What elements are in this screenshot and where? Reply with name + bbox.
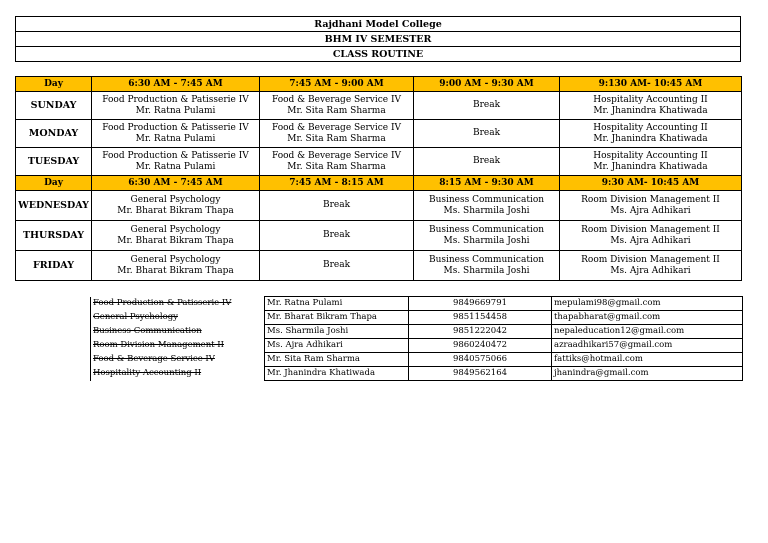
routine-table (15, 76, 742, 281)
day-label: MONDAY (16, 120, 92, 148)
class-cell: Business Communication Ms. Sharmila Joshi (414, 221, 560, 251)
routine-title: CLASS ROUTINE (16, 47, 741, 62)
contact-subject: General Psychology (91, 311, 265, 325)
class-cell: Hospitality Accounting II Mr. Jhanindra Khatiwada (560, 120, 742, 148)
class-cell: Food Production & Patisserie IV Mr. Ratna Pulami (92, 92, 260, 120)
header-slot-4: 9:130 AM- 10:45 AM (560, 77, 742, 92)
class-cell: Food Production & Patisserie IV Mr. Ratna Pulami (92, 120, 260, 148)
contact-subject: Food & Beverage Service IV (91, 353, 265, 367)
break-cell: Break (260, 221, 414, 251)
class-cell: Hospitality Accounting II Mr. Jhanindra Khatiwada (560, 148, 742, 176)
header-day: Day (16, 77, 92, 92)
routine-row-tuesday (16, 148, 742, 176)
header-day: Day (16, 176, 92, 191)
routine-row-wednesday (16, 191, 742, 221)
day-label: WEDNESDAY (16, 191, 92, 221)
contact-subject: Business Communication (91, 325, 265, 339)
header-slot-3: 9:00 AM - 9:30 AM (414, 77, 560, 92)
semester-title: BHM IV SEMESTER (16, 32, 741, 47)
class-cell: Food & Beverage Service IV Mr. Sita Ram Sharma (260, 148, 414, 176)
day-label: FRIDAY (16, 251, 92, 281)
break-cell: Break (414, 92, 560, 120)
class-cell: Room Division Management II Ms. Ajra Adhikari (560, 221, 742, 251)
contact-subject: Food Production & Patisserie IV (91, 297, 265, 311)
routine-row-sunday (16, 92, 742, 120)
contact-teacher: Mr. Bharat Bikram Thapa (265, 311, 409, 325)
header-slot-2: 7:45 AM - 8:15 AM (260, 176, 414, 191)
contact-phone: 9849669791 (409, 297, 552, 311)
contact-email: fattiks@hotmail.com (552, 353, 743, 367)
contact-row (91, 311, 743, 325)
class-cell: General Psychology Mr. Bharat Bikram Thapa (92, 251, 260, 281)
routine-header-row-1 (16, 77, 742, 92)
class-cell: Business Communication Ms. Sharmila Joshi (414, 251, 560, 281)
contact-email: thapabharat@gmail.com (552, 311, 743, 325)
class-cell: Food Production & Patisserie IV Mr. Ratna Pulami (92, 148, 260, 176)
day-label: SUNDAY (16, 92, 92, 120)
class-cell: Food & Beverage Service IV Mr. Sita Ram Sharma (260, 92, 414, 120)
break-cell: Break (260, 191, 414, 221)
break-cell: Break (260, 251, 414, 281)
contact-teacher: Ms. Sharmila Joshi (265, 325, 409, 339)
day-label: THURSDAY (16, 221, 92, 251)
routine-row-friday (16, 251, 742, 281)
contact-subject: Room Division Management II (91, 339, 265, 353)
contact-phone: 9849562164 (409, 367, 552, 381)
contact-email: azraadhikari57@gmail.com (552, 339, 743, 353)
class-cell: Business Communication Ms. Sharmila Joshi (414, 191, 560, 221)
contact-teacher: Mr. Ratna Pulami (265, 297, 409, 311)
contacts-table (90, 296, 743, 381)
contact-email: mepulami98@gmail.com (552, 297, 743, 311)
break-cell: Break (414, 120, 560, 148)
class-cell: Room Division Management II Ms. Ajra Adhikari (560, 191, 742, 221)
header-slot-4: 9:30 AM- 10:45 AM (560, 176, 742, 191)
routine-row-thursday (16, 221, 742, 251)
header-table (15, 16, 741, 62)
routine-row-monday (16, 120, 742, 148)
contact-row (91, 367, 743, 381)
contact-subject: Hospitality Accounting II (91, 367, 265, 381)
class-cell: Hospitality Accounting II Mr. Jhanindra Khatiwada (560, 92, 742, 120)
contact-row (91, 353, 743, 367)
class-cell: Room Division Management II Ms. Ajra Adhikari (560, 251, 742, 281)
break-cell: Break (414, 148, 560, 176)
class-cell: General Psychology Mr. Bharat Bikram Thapa (92, 191, 260, 221)
contact-email: nepaleducation12@gmail.com (552, 325, 743, 339)
college-name: Rajdhani Model College (16, 17, 741, 32)
header-slot-1: 6:30 AM - 7:45 AM (92, 77, 260, 92)
class-cell: Food & Beverage Service IV Mr. Sita Ram Sharma (260, 120, 414, 148)
contact-row (91, 325, 743, 339)
contact-phone: 9860240472 (409, 339, 552, 353)
contact-email: jhanindra@gmail.com (552, 367, 743, 381)
header-slot-1: 6:30 AM - 7:45 AM (92, 176, 260, 191)
contact-phone: 9851222042 (409, 325, 552, 339)
class-cell: General Psychology Mr. Bharat Bikram Thapa (92, 221, 260, 251)
contact-phone: 9851154458 (409, 311, 552, 325)
contact-row (91, 339, 743, 353)
contact-phone: 9840575066 (409, 353, 552, 367)
contact-teacher: Mr. Sita Ram Sharma (265, 353, 409, 367)
header-slot-2: 7:45 AM - 9:00 AM (260, 77, 414, 92)
contact-teacher: Ms. Ajra Adhikari (265, 339, 409, 353)
routine-header-row-2 (16, 176, 742, 191)
contact-teacher: Mr. Jhanindra Khatiwada (265, 367, 409, 381)
day-label: TUESDAY (16, 148, 92, 176)
header-slot-3: 8:15 AM - 9:30 AM (414, 176, 560, 191)
contact-row (91, 297, 743, 311)
